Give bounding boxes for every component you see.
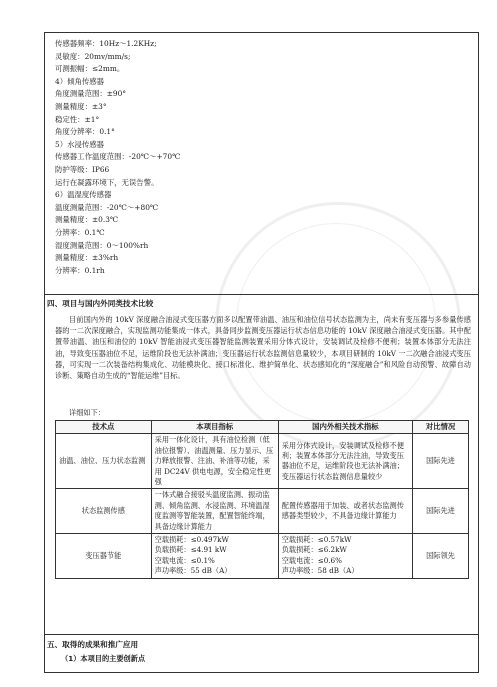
spec-line: 测量精度：±3° [55,101,107,111]
our-spec-cell [151,534,278,579]
table-header-row [56,421,469,434]
spec-line: 灵敏度：20mv/mm/s; [55,51,131,61]
spec-value-line: 空载电流：≤0.1% [154,555,215,565]
tech-point-cell: 状态监测传感 [56,489,152,534]
spec-line: 传感器频率：10Hz～1.2KHz; [55,39,157,48]
spec-line: 测量精度：±3%rh [55,253,119,263]
spec-line: 测量精度：±0.3℃ [55,215,119,225]
spec-line: 分辨率：0.1℃ [55,227,105,237]
spec-line: 湿度测量范围：0～100%rh [55,240,149,250]
spec-line: 温度测量范围：-20℃～+80℃ [55,202,159,212]
spec-line: 角度分辨率：0.1° [55,127,115,137]
column-header: 对比情况 [412,421,468,434]
spec-line: 可测振幅：≤2mm。 [55,64,125,74]
spec-line: 角度测量范围：±90° [55,89,127,99]
table-row [56,434,469,489]
column-header: 国内外相关技术指标 [278,421,412,434]
section-4-paragraph: 目前国内外的 10kV 深度融合油浸式变压器方面多以配置带油温、油压和油位信号状态监测为主，尚未有变压器与多参量传感器的一二次深度融合，实现监测功能集成一体式，具备同步监测变压器运行状态信息功能的 10kV 深度融合油浸式变压器。其中配置带油温、油压和油位的 10kV 智能油浸式变压器智能监测装置采用分体式设计，安装调试及检修不便利；装置本体部分无法注油，导致变压器油位不足，运维阶段也无法补满油；变压器运行状态监测信息量较少，本项目研制的 10kV 一二次融合油浸式变压器，可实现一二次装备结构集成化、功能模块化、接口标准化、维护简单化、状态感知化的“深度融合”和风险自动预警、故障自动诊断、策略自动生成的“智能运维”目标。 [55,315,471,381]
section-5-subheading: （1）本项目的主要创新点 [61,654,146,663]
spec-value-line: 声功率级：58 dB（A） [281,566,359,576]
section-divider [45,294,478,295]
comparison-table [55,420,469,579]
spec-line: 稳定性：±1° [55,114,100,124]
spec-subheading: 4）倾角传感器 [55,76,105,86]
spec-value-line: 空载电流：≤0.6% [281,555,342,565]
our-spec-cell: 采用一体化设计，具有油位检测（低油位报警）、油温测量、压力显示、压力释放报警、注油、补油等功能，采用 DC24V 供电电源，安全稳定性更强 [151,434,278,489]
spec-value-line: 负载损耗：≤4.91 kW [154,545,227,555]
competitor-spec-cell [278,534,412,579]
details-label: 详细如下： [69,408,105,417]
spec-line: 防护等级：IP66 [55,164,110,174]
column-header: 本项目指标 [151,421,278,434]
section-5-heading: 五、取得的成果和推广应用 [47,640,139,649]
competitor-spec-cell: 配置传感器用于加装、或者状态监测传感器类型较少，不具备边缘计算能力 [278,489,412,534]
sensor-specs-list [55,38,473,277]
spec-line: 运行在凝露环境下，无误告警。 [55,177,159,187]
spec-line: 分辨率：0.1rh [55,265,105,275]
spec-subheading: 6）温湿度传感器 [55,190,112,200]
tech-point-cell: 油温、油位、压力状态监测 [56,434,152,489]
spec-value-line: 空载损耗：≤0.497kW [154,535,229,545]
table-row [56,489,469,534]
document-page [44,32,479,673]
our-spec-cell: 一体式融合接驳头温度监测、振动监测、倾角监测、水浸监测、环境温湿度监测等智能装置，配置智能终端，具备边缘计算能力 [151,489,278,534]
comparison-result-cell: 国际先进 [412,434,468,489]
tech-point-cell: 变压器节能 [56,534,152,579]
table-row [56,534,469,579]
section-divider [45,634,478,635]
comparison-result-cell: 国际先进 [412,489,468,534]
competitor-spec-cell: 采用分体式设计，安装调试及检修不便利；装置本体部分无法注油，导致变压器油位不足，运维阶段也无法补满油；变压器运行状态监测信息量较少 [278,434,412,489]
spec-value-line: 空载损耗：≤0.57kW [281,535,352,545]
comparison-result-cell: 国际领先 [412,534,468,579]
section-4-heading: 四、项目与国内外同类技术比较 [47,299,154,308]
spec-value-line: 声功率级：55 dB（A） [154,566,232,576]
spec-subheading: 5）水浸传感器 [55,139,105,149]
spec-line: 传感器工作温度范围：-20℃～+70℃ [55,152,181,162]
column-header: 技术点 [56,421,152,434]
spec-value-line: 负载损耗：≤6.2kW [281,545,347,555]
